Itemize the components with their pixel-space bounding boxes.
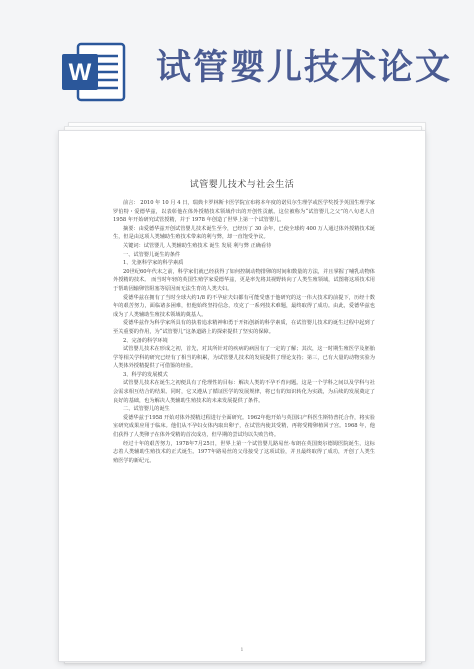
header-banner bbox=[0, 0, 474, 118]
paragraph: 试管婴儿技术在诞生之初便具有了伦理性的目标：解决人类的不孕不育问题。这是一个学科之间以及学科与社会需求相互结合的结果。同时，它又遵从了循证医学的发展规律，将已有的知识转化为实践，为后续的发展奠定了良好的基础，也为解决人类辅助生殖技术的未来发展提供了条件。 bbox=[113, 380, 375, 404]
paragraph: 前言： 2010 年 10 月 4 日，瑞典卡罗林斯卡医学院宣布将本年度的诺贝尔生理学或医学奖授予英国生理学家罗伯特・爱德华兹，以表彰他在体外授精技术领域作出的开创性贡献。这位被称为“试管婴儿之父”的八旬老人自 1958 年开始研究试管授精，并于 1978 年创造了世界上第一个试管婴儿。 bbox=[113, 200, 375, 224]
paragraph: 摘要：由爱德华兹开创试管婴儿技术诞生至今，已经历了 30 余年，已使全球约 400 万人通过体外授精技术诞生，但是由这项人类辅助生殖技术带来的利与弊，却一直饱受争议。 bbox=[113, 225, 375, 241]
paragraph: 关键词：试管婴儿 人类辅助生殖技术 诞生 发展 利与弊 正确看待 bbox=[123, 242, 272, 249]
subsection-heading: 3、科学的发展模式 bbox=[123, 371, 168, 378]
word-document-icon bbox=[60, 38, 128, 106]
document-page bbox=[58, 130, 426, 662]
paragraph: 20世纪60年代末之前，科学家们就已经获得了如何控制动物排卵的时间和数量的方法，并且掌握了哺乳动物体外授精的技术。 而当时年轻的英国生殖学家爱德华兹，更是率先将其视野转向了人类生殖领域，试图将这项技术用于帮助因输卵管阻塞等原因而无法生育的人类夫妇。 bbox=[113, 268, 375, 292]
paragraph: 爱德华兹作为科学家所具有的执着追求精神和勇于开拓创新的科学素质，在试管婴儿技术的诞生过程中起到了至关重要的作用，为“试管婴儿”这条道路上的探索提供了坚实的保障。 bbox=[113, 320, 375, 335]
banner-title: 试管婴儿技术论文 bbox=[156, 48, 453, 88]
paragraph: 经过十年的艰苦努力，1978年7月25日，世界上第一个试管婴儿路易丝·布朗在英国奥尔德姆医院诞生，这标志着人类辅助生殖技术的正式诞生。1977年路易丝的父母接受了这项试验，并且最终取得了成功，开创了人类生殖医学的新纪元。 bbox=[113, 440, 375, 464]
word-logo-letter: W bbox=[68, 59, 92, 86]
subsection-heading: 1、先驱科学家的科学素质 bbox=[123, 260, 184, 267]
page-number: 1 bbox=[240, 647, 244, 653]
paragraph: 爱德华兹于1958 开始对体外授精过程进行全面研究。1962年他开始与英国妇产科医生斯特普托合作，将实验室研究成果应用于临床。他们从不孕妇女体内取出卵子，在试管内使其受精，再将受精卵植回子宫。1968 年，他们获得了人类卵子在体外受精的首次成功，但早期的尝试均以失败告终。 bbox=[113, 414, 375, 439]
document-body bbox=[113, 199, 375, 465]
paragraph: 试管婴儿技术在形成之初，首先，对其所针对的疾病的病因有了一定的了解；其次，这一时期生殖医学及胚胎学等相关学科的研究已经有了相当的积累，为试管婴儿技术的发展提供了理论支持；第三，已有大量的动物实验为人类体外授精提供了可借鉴的经验。 bbox=[113, 346, 375, 370]
section-heading: 一、试管婴儿诞生的条件 bbox=[123, 251, 181, 258]
section-heading: 二、试管婴儿的诞生 bbox=[123, 406, 170, 413]
subsection-heading: 2、完备的科学环境 bbox=[123, 337, 168, 344]
paragraph: 爱德华兹在拥有了当时全球大约1/8 的不孕症夫妇都有可能受惠于他研究的这一伟大技术的前提下，历经十数年的艰苦努力，面临诸多困难，但他始终坚持信念，攻克了一系列技术难题，最终取得了成功。由此，爱德华兹也成为了人类辅助生殖技术领域的奠基人。 bbox=[113, 294, 375, 318]
document-title: 试管婴儿技术与社会生活 bbox=[189, 180, 295, 190]
